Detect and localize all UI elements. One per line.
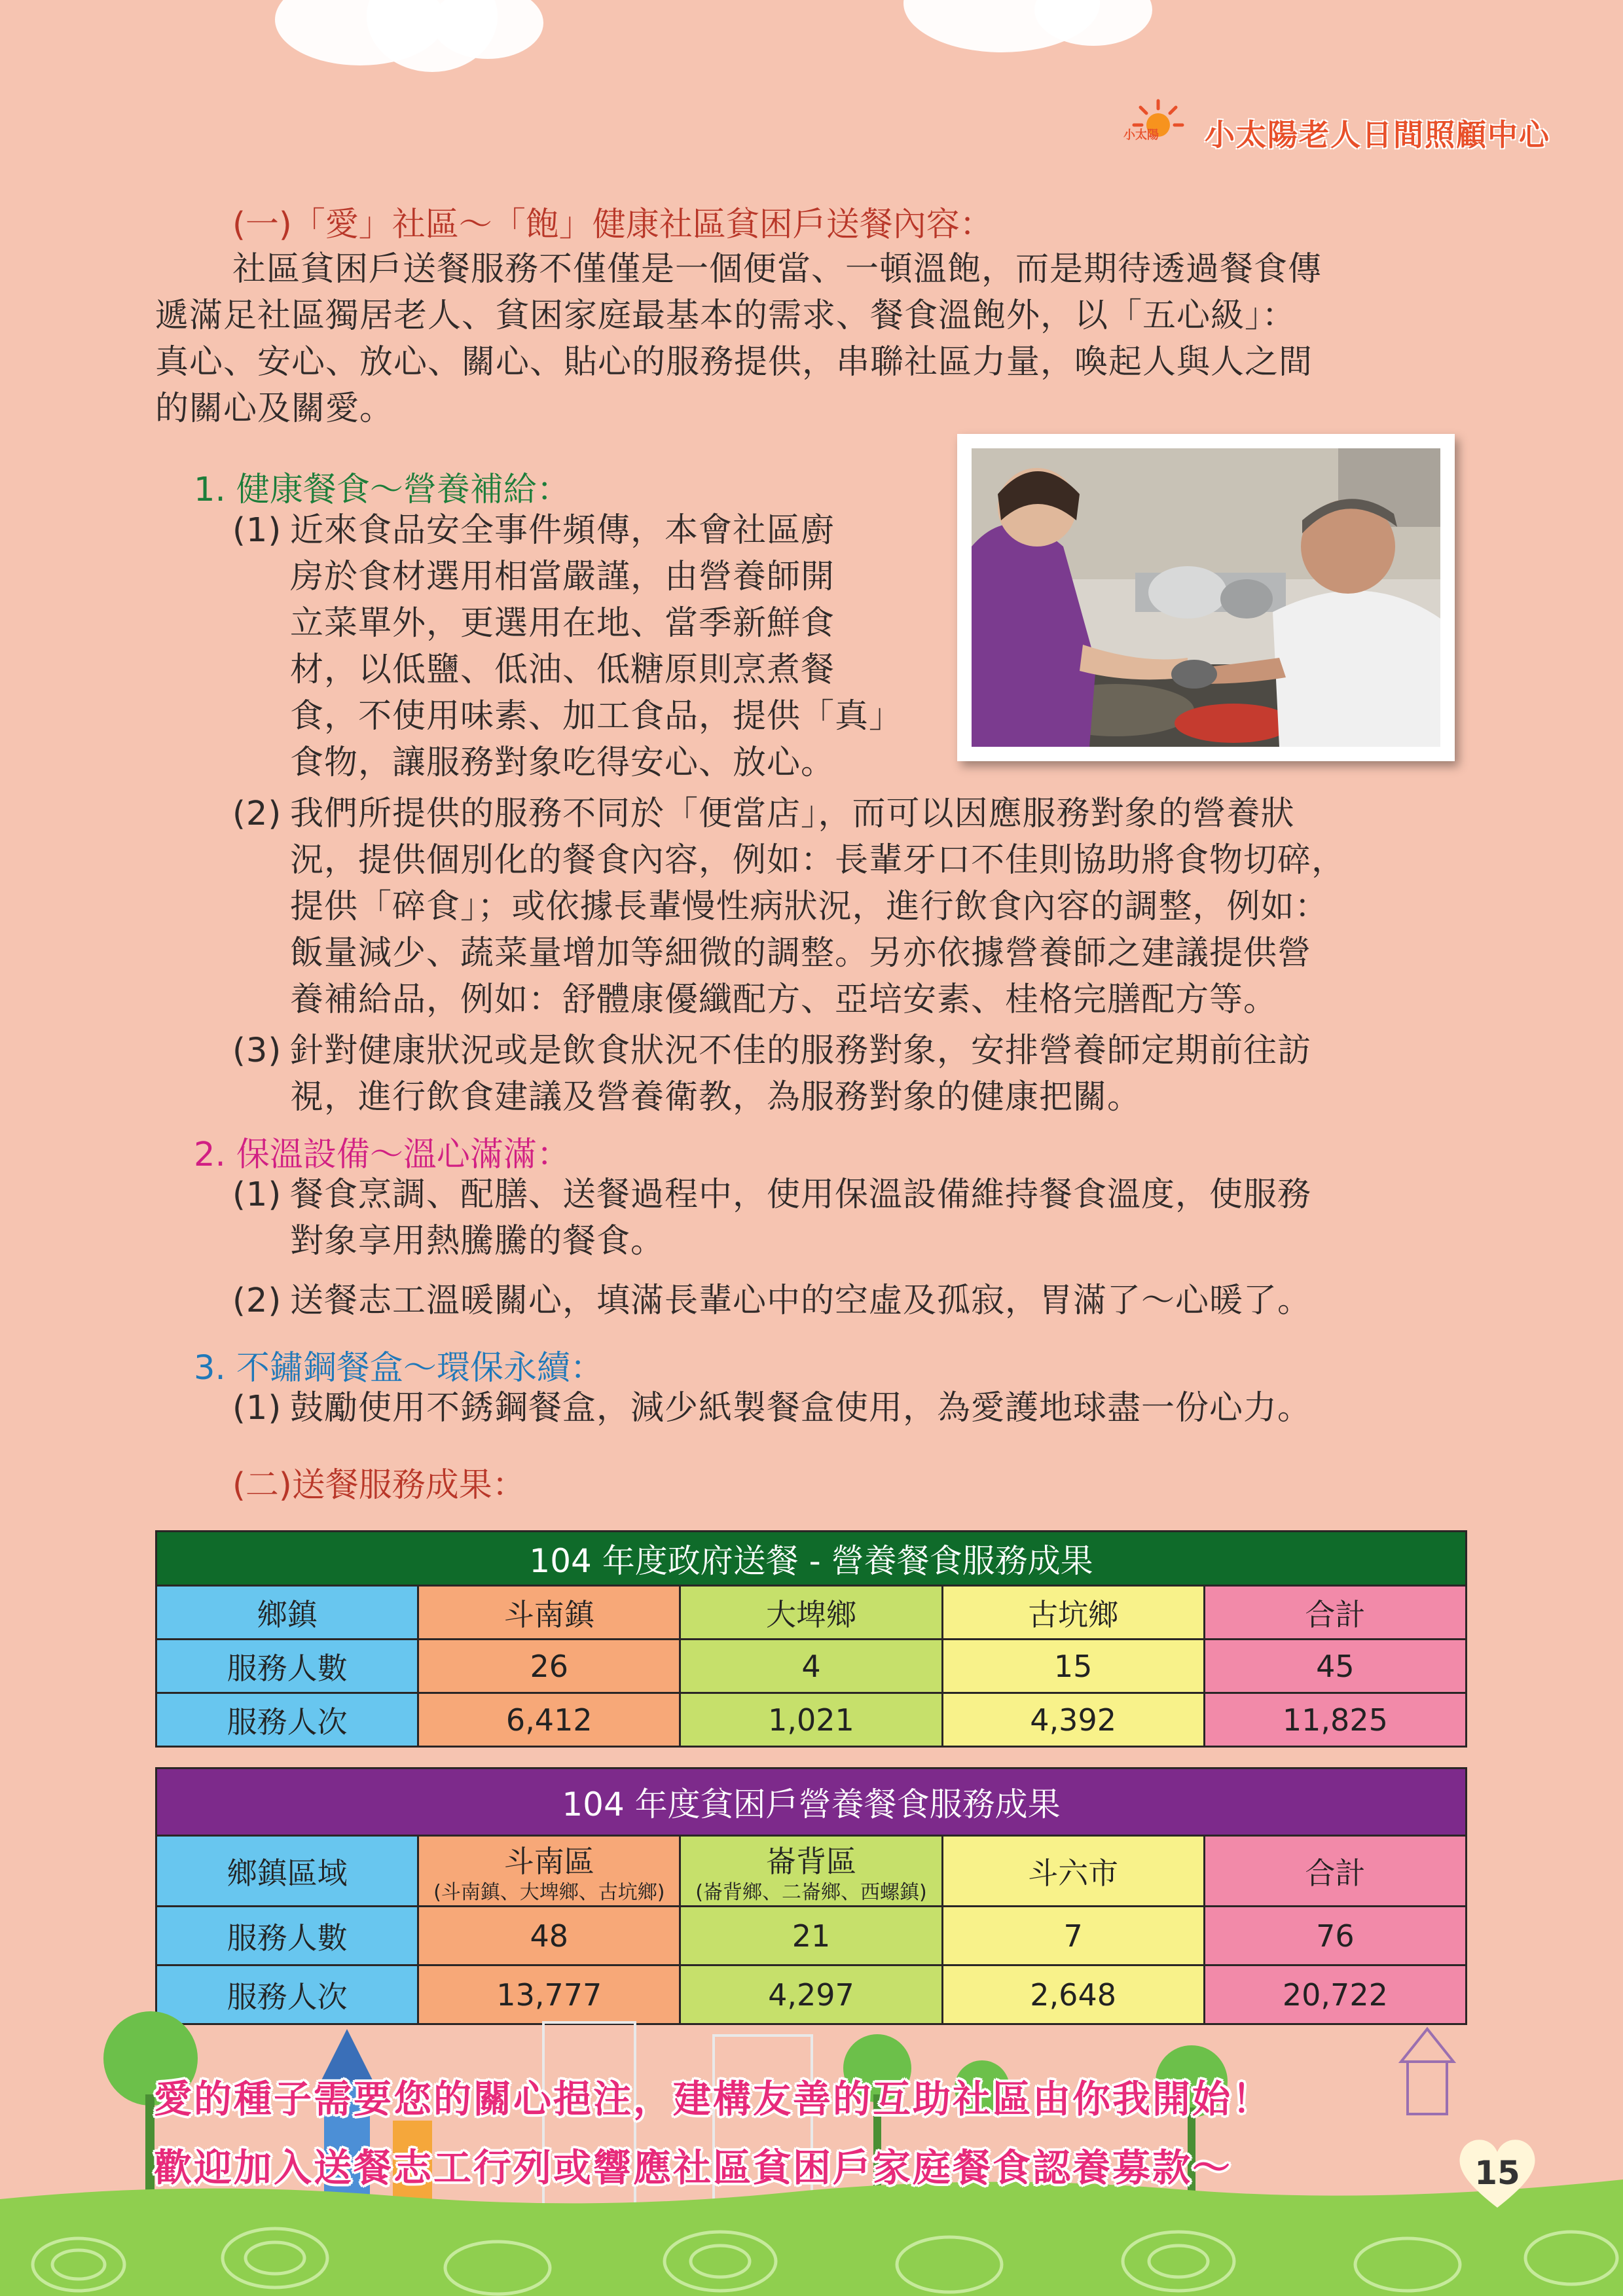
row-label: 服務人數 [156,1907,418,1965]
table-header-cell: 斗南鎮 [418,1586,680,1640]
item-number: (1) [232,511,282,550]
text-line: 況，提供個別化的餐食內容，例如：長輩牙口不佳則協助將食物切碎， [290,841,1346,880]
table-title: 104 年度政府送餐 - 營養餐食服務成果 [156,1532,1467,1586]
text-line: 提供「碎食」；或依據長輩慢性病狀況，進行飲食內容的調整，例如： [290,888,1329,926]
item-text [290,507,903,786]
sub2-item2 [232,1278,1476,1327]
header-sub: (斗南鎮、大埤鄉、古坑鄉) [433,1880,665,1904]
table-cell: 2,648 [942,1965,1204,2024]
photo-frame [957,434,1455,761]
table-cell: 1,021 [680,1693,942,1747]
table-header-cell: 古坑鄉 [942,1586,1204,1640]
table-cell: 4 [680,1640,942,1693]
sub1-item1 [232,507,953,789]
table-row [156,1640,1467,1693]
section2-title: (二)送餐服務成果： [232,1466,526,1505]
header-sub: (崙背鄉、二崙鄉、西螺鎮) [695,1880,927,1904]
item-number: (2) [232,795,282,833]
text-line: 養補給品，例如：舒體康優纖配方、亞培安素、桂格完膳配方等。 [290,980,1278,1019]
item-number: (3) [232,1031,282,1070]
table-row [156,1907,1467,1965]
item-text [290,1172,1311,1265]
table-cell: 21 [680,1907,942,1965]
sub3-item1 [232,1385,1476,1434]
item-text [290,1278,1311,1324]
sun-logo-icon [1131,98,1185,152]
center-name: 小太陽老人日間照顧中心 [1205,117,1550,152]
row-label: 服務人次 [156,1693,418,1747]
intro-line-1: 社區貧困戶送餐服務不僅僅是一個便當、一頓溫飽，而是期待透過餐食傳 [232,250,1322,289]
table-cell: 11,825 [1204,1693,1466,1747]
item-number: (1) [232,1175,282,1214]
text-line: 視，進行飲食建議及營養衛教，為服務對象的健康把關。 [290,1078,1142,1117]
text-line: 餐食烹調、配膳、送餐過程中，使用保溫設備維持餐食溫度，使服務 [290,1175,1312,1214]
table-poor-household-results [155,1767,1467,2025]
text-line: 送餐志工溫暖關心，填滿長輩心中的空虛及孤寂，胃滿了～心暖了。 [290,1282,1312,1320]
text-line: 我們所提供的服務不同於「便當店」，而可以因應服務對象的營養狀 [290,795,1295,833]
sub1-title: 1. 健康餐食～營養補給： [194,471,570,509]
section1-title: (一)「愛」社區～「飽」健康社區貧困戶送餐內容： [232,206,993,244]
item-text [290,791,1345,1023]
table-header-cell: 大埤鄉 [680,1586,942,1640]
header-main: 斗南區 [503,1843,594,1879]
sub3-title: 3. 不鏽鋼餐盒～環保永續： [194,1349,604,1388]
table-cell: 6,412 [418,1693,680,1747]
table-header-cell: 合計 [1204,1586,1466,1640]
table-cell: 45 [1204,1640,1466,1693]
intro-line-3: 真心、安心、放心、關心、貼心的服務提供，串聯社區力量，喚起人與人之間 [155,343,1313,382]
table-header-cell: 鄉鎮 [156,1586,418,1640]
table-title: 104 年度貧困戶營養餐食服務成果 [156,1768,1467,1836]
table-gov-meal-results [155,1530,1467,1748]
table-header-cell: 斗六市 [942,1836,1204,1907]
table-header-cell [418,1836,680,1907]
table-cell: 76 [1204,1907,1466,1965]
text-line: 食，不使用味素、加工食品，提供「真」 [290,697,903,736]
item-text [290,1028,1311,1121]
sub2-title: 2. 保溫設備～溫心滿滿： [194,1136,570,1174]
page-number: 15 [1474,2154,1520,2192]
text-line: 針對健康狀況或是飲食狀況不佳的服務對象，安排營養師定期前往訪 [290,1031,1312,1070]
slogan-line-2: 歡迎加入送餐志工行列或響應社區貧困戶家庭餐食認養募款～ [154,2145,1233,2190]
table-cell: 7 [942,1907,1204,1965]
table-cell: 4,392 [942,1693,1204,1747]
table-header-cell: 鄉鎮區域 [156,1836,418,1907]
table-cell: 15 [942,1640,1204,1693]
text-line: 立菜單外，更選用在地、當季新鮮食 [290,604,835,643]
table-cell: 4,297 [680,1965,942,2024]
volunteer-serving-meal-photo [972,448,1440,747]
logo-text: 小太陽 [1123,128,1159,142]
table-cell: 26 [418,1640,680,1693]
table-header-cell: 合計 [1204,1836,1466,1907]
table-cell: 20,722 [1204,1965,1466,2024]
sub2-item1 [232,1172,1476,1270]
slogan-line-1: 愛的種子需要您的關心挹注，建構友善的互助社區由你我開始！ [154,2077,1273,2121]
text-line: 鼓勵使用不銹鋼餐盒，減少紙製餐盒使用，為愛護地球盡一份心力。 [290,1389,1312,1427]
text-line: 房於食材選用相當嚴謹，由營養師開 [290,558,835,596]
text-line: 近來食品安全事件頻傳，本會社區廚 [290,511,835,550]
sub1-item2 [232,791,1476,1026]
text-line: 材，以低鹽、低油、低糖原則烹煮餐 [290,651,835,689]
sub1-item3 [232,1028,1476,1126]
item-number: (1) [232,1389,282,1427]
table-header-cell [680,1836,942,1907]
text-line: 對象享用熱騰騰的餐食。 [290,1222,665,1261]
text-line: 飯量減少、蔬菜量增加等細微的調整。另亦依據營養師之建議提供營 [290,934,1312,973]
table-cell: 13,777 [418,1965,680,2024]
intro-line-2: 遞滿足社區獨居老人、貧困家庭最基本的需求、餐食溫飽外，以「五心級」： [155,296,1296,335]
intro-line-4: 的關心及關愛。 [155,389,394,428]
table-row [156,1693,1467,1747]
row-label: 服務人次 [156,1965,418,2024]
item-text [290,1385,1311,1431]
table-cell: 48 [418,1907,680,1965]
row-label: 服務人數 [156,1640,418,1693]
item-number: (2) [232,1282,282,1320]
text-line: 食物，讓服務對象吃得安心、放心。 [290,744,835,782]
header-main: 崙背區 [765,1843,856,1879]
